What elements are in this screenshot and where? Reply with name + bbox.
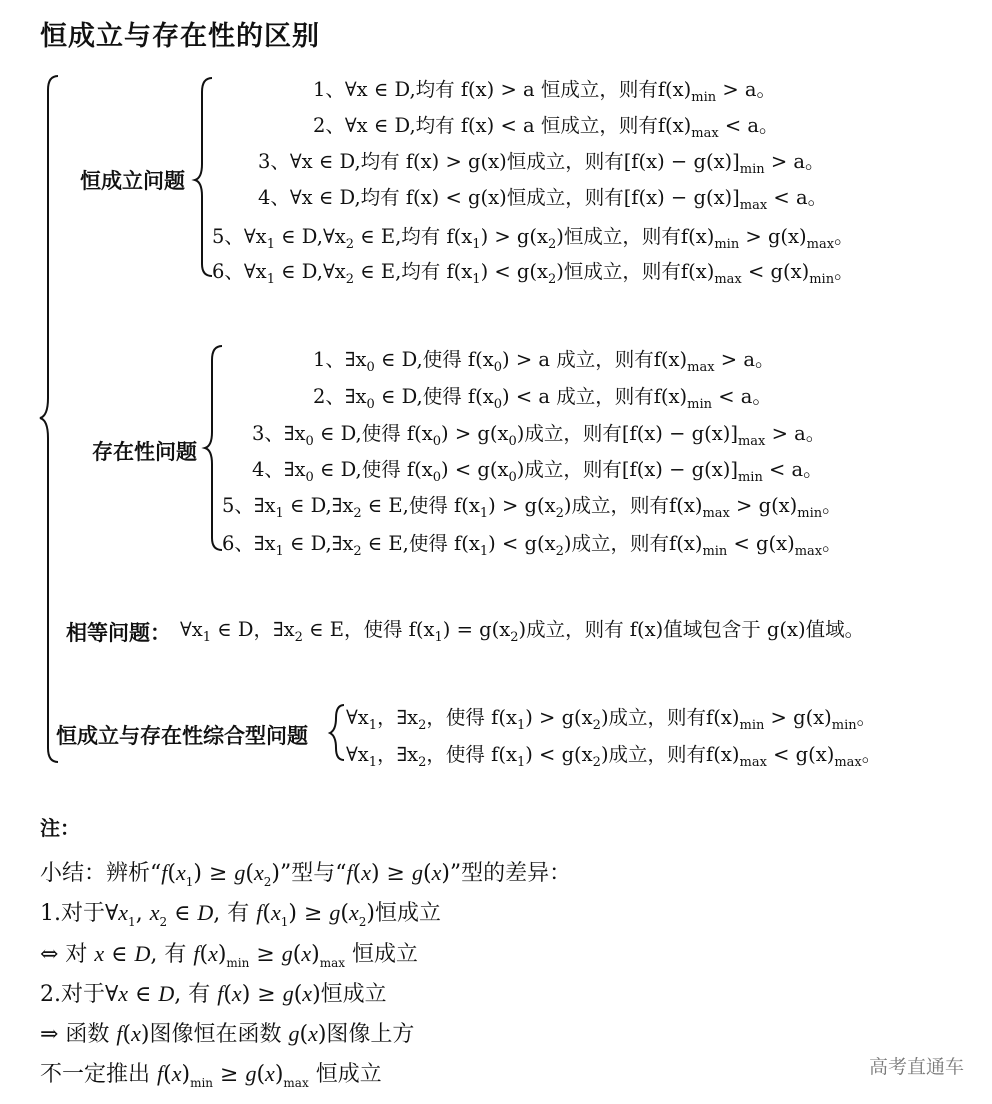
cun-label: 存在性问题 (92, 440, 197, 464)
cun-item-1: 1、$\exists x_0$ ∈ D,使得 $f(x_0) > a$ 成立，则有$f(x)_{max} > a$。 (313, 348, 775, 375)
outer-brace (40, 76, 58, 762)
summary-line-6: 不一定推出 $f(x)_{min} \ge g(x)_{max}$ 恒成立 (40, 1061, 382, 1090)
cun-item-3: 3、$\exists x_0$ ∈ D,使得 $f(x_0) > g(x_0)$成立，则有$[f(x) - g(x)]_{max} > a$。 (252, 422, 826, 449)
cun-item-2: 2、$\exists x_0$ ∈ D,使得 $f(x_0) < a$ 成立，则有$f(x)_{min} < a$。 (313, 385, 772, 412)
summary-line-5: ⇒ 函数 f(x)图像恒在函数 g(x)图像上方 (40, 1021, 415, 1047)
zonghe-item-1: $\forall x_1$，$\exists x_2$，使得 $f(x_1) > g(x_2)$成立，则有$f(x)_{min} > g(x)_{min}$。 (346, 706, 877, 733)
xiangdeng-label: 相等问题： (66, 621, 171, 645)
cun-item-6: 6、$\exists x_1$ ∈ $D,\exists x_2$ ∈ E,使得 $f(x_1) < g(x_2)$成立，则有$f(x)_{min} < g(x)_{max}$。 (222, 532, 842, 559)
xiangdeng-item: $\forall x_1$ ∈ D，$\exists x_2$ ∈ E，使得 $f(x_1) = g(x_2)$成立，则有 f(x)值域包含于 g(x)值域。 (180, 618, 865, 645)
zonghe-item-2: $\forall x_1$，$\exists x_2$，使得 $f(x_1) < g(x_2)$成立，则有$f(x)_{max} < g(x)_{max}$。 (346, 743, 882, 770)
heng-item-3: 3、∀x ∈ D,均有 f(x) > g(x)恒成立，则有$[f(x) - g(x)]_{min} > a$。 (258, 150, 825, 177)
cun-brace (205, 346, 222, 550)
watermark: 高考直通车 (868, 1056, 964, 1078)
heng-item-2: 2、∀x ∈ D,均有 f(x) < a 恒成立，则有$f(x)_{max} < a$。 (313, 114, 779, 141)
summary-line-1: 小结：辨析“$f(x_1) \ge g(x_2)$”型与“f(x) ≥ g(x)”型的差异： (40, 860, 572, 889)
cun-item-5: 5、$\exists x_1$ ∈ $D,\exists x_2$ ∈ E,使得 $f(x_1) > g(x_2)$成立，则有$f(x)_{max} > g(x)_{min}$。 (222, 494, 842, 521)
heng-item-1: 1、∀x ∈ D,均有 f(x) > a 恒成立，则有$f(x)_{min} > a$。 (313, 78, 776, 105)
heng-item-6: 6、$\forall x_1$ ∈ $D,\forall x_2$ ∈ E,均有 $f(x_1) < g(x_2)$恒成立，则有$f(x)_{max} < g(x)_{min}$。 (212, 260, 854, 287)
summary-line-3: ⇔ 对 x ∈ D, 有 $f(x)_{min} \ge g(x)_{max}$ 恒成立 (40, 941, 419, 970)
summary-line-4: 2.对于∀x ∈ D, 有 f(x) ≥ g(x)恒成立 (40, 981, 387, 1007)
zonghe-brace (330, 705, 344, 760)
heng-item-4: 4、∀x ∈ D,均有 f(x) < g(x)恒成立，则有$[f(x) - g(x)]_{max} < a$。 (258, 186, 828, 213)
summary-line-2: 1.对于$\forall x_1$, $x_2$ ∈ D, 有 $f(x_1) \ge g(x_2)$恒成立 (40, 900, 441, 929)
zonghe-label: 恒成立与存在性综合型问题 (56, 724, 308, 748)
heng-brace (195, 78, 212, 276)
page-title: 恒成立与存在性的区别 (40, 21, 320, 52)
note-label: 注： (40, 816, 80, 840)
heng-item-5: 5、$\forall x_1$ ∈ $D,\forall x_2$ ∈ E,均有 $f(x_1) > g(x_2)$恒成立，则有$f(x)_{min} > g(x)_{max}$。 (212, 225, 854, 252)
heng-label: 恒成立问题 (80, 169, 185, 193)
cun-item-4: 4、$\exists x_0$ ∈ D,使得 $f(x_0) < g(x_0)$成立，则有$[f(x) - g(x)]_{min} < a$。 (252, 458, 823, 485)
